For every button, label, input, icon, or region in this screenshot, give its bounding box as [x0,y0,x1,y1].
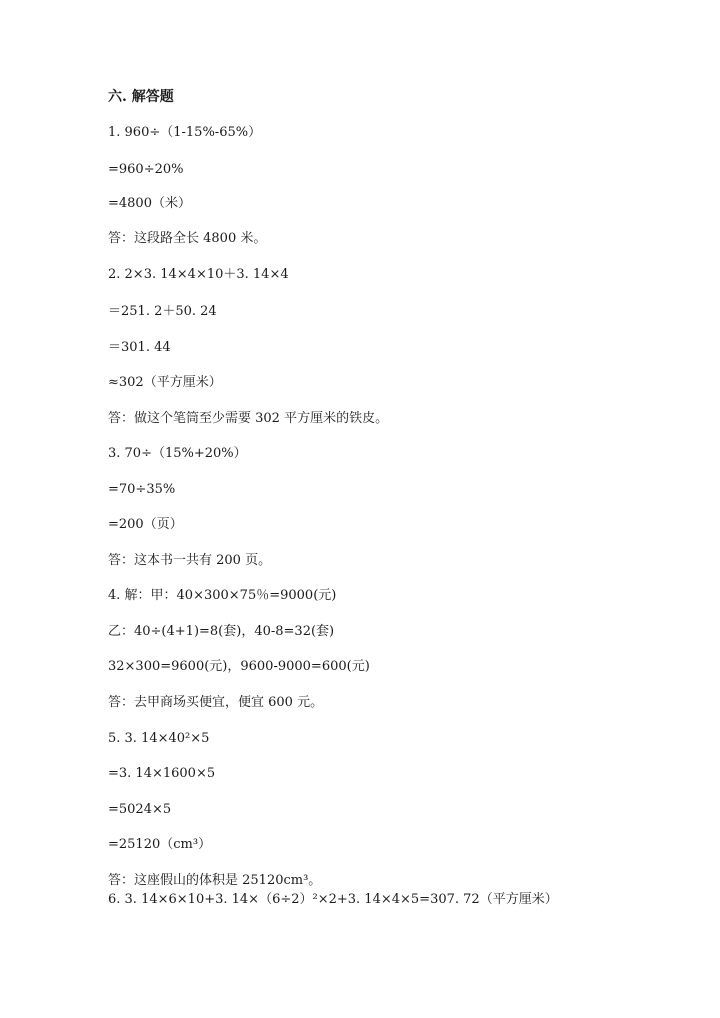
answer-line: 答：去甲商场买便宜，便宜 600 元。 [108,695,324,710]
solution-line: ≈302（平方厘米） [108,375,222,390]
solution-line: =3. 14×1600×5 [108,766,216,781]
answer-line: 答：做这个笔筒至少需要 302 平方厘米的铁皮。 [108,411,389,426]
solution-line: 乙：40÷(4+1)=8(套)，40-8=32(套) [108,624,335,639]
solution-line: 1. 960÷（1-15%-65%） [108,125,262,140]
answer-line: 答：这座假山的体积是 25120cm³。 [108,873,322,888]
solution-line: =200（页） [108,517,183,532]
solution-line: 4. 解：甲：40×300×75％=9000(元) [108,588,337,603]
solution-line: ＝251. 2＋50. 24 [108,304,217,319]
solution-line: =5024×5 [108,802,172,817]
solution-line: 5. 3. 14×40²×5 [108,731,210,746]
solution-line: ＝301. 44 [108,340,171,355]
answer-line: 答：这段路全长 4800 米。 [108,231,267,246]
solution-line: 2. 2×3. 14×4×10＋3. 14×4 [108,267,289,282]
solution-line: 6. 3. 14×6×10+3. 14×（6÷2）²×2+3. 14×4×5=307. 72（平方厘米） [108,892,558,907]
solution-line: =70÷35% [108,482,176,497]
solution-line: 32×300=9600(元)，9600-9000=600(元) [108,659,370,674]
answer-line: 答：这本书一共有 200 页。 [108,553,272,568]
solution-line: 3. 70÷（15%+20%） [108,446,247,461]
solution-line: =4800（米） [108,196,191,211]
solution-line: =960÷20% [108,162,184,177]
section-title: 六. 解答题 [108,89,174,105]
solution-line: =25120（cm³） [108,837,212,852]
